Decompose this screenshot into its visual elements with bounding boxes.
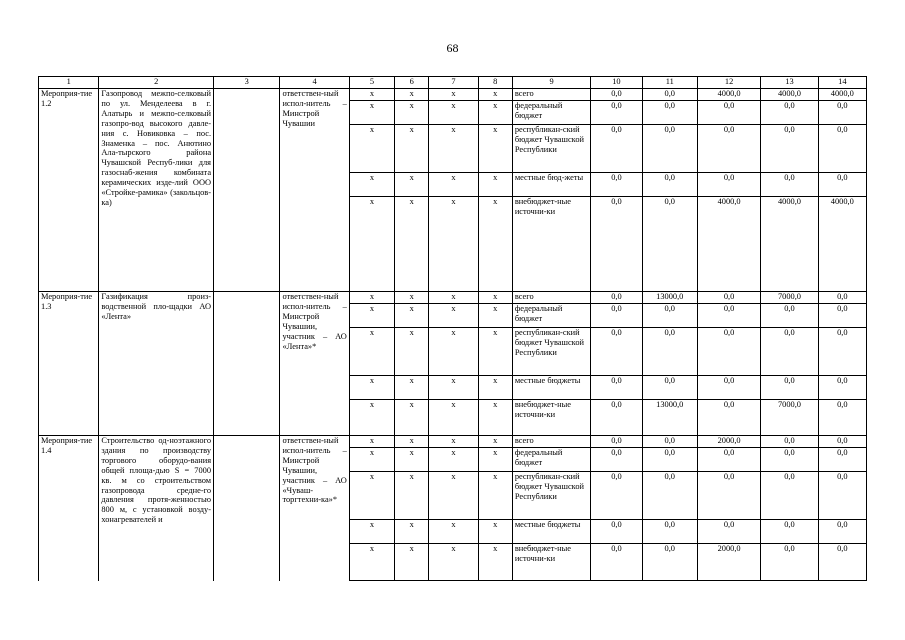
value-col-12: 0,0 bbox=[697, 376, 760, 400]
cell-col-5: x bbox=[349, 376, 394, 400]
executor-cell: ответствен-ный испол-нитель – Минстрой Чувашии bbox=[280, 89, 349, 292]
funding-source-cell: федеральный бюджет bbox=[512, 304, 590, 328]
funding-source-cell: федеральный бюджет bbox=[512, 448, 590, 472]
value-col-13: 0,0 bbox=[761, 544, 818, 581]
value-col-10: 0,0 bbox=[591, 173, 642, 197]
cell-col-7: x bbox=[429, 173, 478, 197]
cell-col-7: x bbox=[429, 520, 478, 544]
cell-col-5: x bbox=[349, 400, 394, 436]
value-col-11: 0,0 bbox=[642, 448, 697, 472]
cell-col-7: x bbox=[429, 89, 478, 101]
value-col-11: 0,0 bbox=[642, 544, 697, 581]
cell-col-8: x bbox=[478, 436, 512, 448]
cell-col-8: x bbox=[478, 101, 512, 125]
value-col-10: 0,0 bbox=[591, 400, 642, 436]
value-col-14: 0,0 bbox=[818, 544, 866, 581]
cell-col-5: x bbox=[349, 89, 394, 101]
value-col-10: 0,0 bbox=[591, 520, 642, 544]
value-col-10: 0,0 bbox=[591, 125, 642, 173]
measure-cell: Мероприя-тие 1.4 bbox=[39, 436, 99, 581]
page-number: 68 bbox=[446, 41, 459, 55]
cell-col-7: x bbox=[429, 328, 478, 376]
value-col-11: 0,0 bbox=[642, 436, 697, 448]
column-header: 8 bbox=[478, 77, 512, 89]
executor-cell: ответствен-ный испол-нитель – Минстрой Чувашии, участник – АО «Лента»* bbox=[280, 292, 349, 436]
value-col-13: 4000,0 bbox=[761, 89, 818, 101]
value-col-13: 0,0 bbox=[761, 520, 818, 544]
value-col-12: 0,0 bbox=[697, 101, 760, 125]
cell-col-5: x bbox=[349, 101, 394, 125]
cell-col-5: x bbox=[349, 436, 394, 448]
funding-source-cell: республикан-ский бюджет Чувашской Республики bbox=[512, 125, 590, 173]
value-col-12: 0,0 bbox=[697, 400, 760, 436]
value-col-14: 0,0 bbox=[818, 376, 866, 400]
value-col-10: 0,0 bbox=[591, 89, 642, 101]
value-col-14: 0,0 bbox=[818, 304, 866, 328]
cell-col-5: x bbox=[349, 472, 394, 520]
value-col-14: 0,0 bbox=[818, 400, 866, 436]
value-col-13: 7000,0 bbox=[761, 400, 818, 436]
cell-col-5: x bbox=[349, 544, 394, 581]
column-header: 11 bbox=[642, 77, 697, 89]
cell-col-6: x bbox=[395, 197, 429, 292]
value-col-12: 2000,0 bbox=[697, 544, 760, 581]
value-col-11: 0,0 bbox=[642, 520, 697, 544]
cell-col-8: x bbox=[478, 89, 512, 101]
value-col-14: 0,0 bbox=[818, 292, 866, 304]
value-col-12: 4000,0 bbox=[697, 89, 760, 101]
cell-col-6: x bbox=[395, 89, 429, 101]
value-col-11: 0,0 bbox=[642, 125, 697, 173]
value-col-14: 0,0 bbox=[818, 520, 866, 544]
cell-col-8: x bbox=[478, 197, 512, 292]
value-col-10: 0,0 bbox=[591, 436, 642, 448]
value-col-13: 0,0 bbox=[761, 472, 818, 520]
value-col-13: 0,0 bbox=[761, 448, 818, 472]
table-row bbox=[39, 89, 867, 101]
budget-table bbox=[38, 76, 867, 581]
cell-col-5: x bbox=[349, 520, 394, 544]
cell-col-5: x bbox=[349, 125, 394, 173]
value-col-14: 0,0 bbox=[818, 173, 866, 197]
value-col-12: 4000,0 bbox=[697, 197, 760, 292]
value-col-13: 4000,0 bbox=[761, 197, 818, 292]
cell-col-8: x bbox=[478, 304, 512, 328]
value-col-14: 4000,0 bbox=[818, 89, 866, 101]
value-col-10: 0,0 bbox=[591, 292, 642, 304]
value-col-13: 0,0 bbox=[761, 328, 818, 376]
value-col-11: 0,0 bbox=[642, 173, 697, 197]
column-header: 5 bbox=[349, 77, 394, 89]
cell-col-6: x bbox=[395, 400, 429, 436]
column-header: 2 bbox=[99, 77, 214, 89]
value-col-10: 0,0 bbox=[591, 544, 642, 581]
column-header: 1 bbox=[39, 77, 99, 89]
funding-source-cell: внебюджет-ные источни-ки bbox=[512, 197, 590, 292]
cell-col-8: x bbox=[478, 173, 512, 197]
value-col-13: 0,0 bbox=[761, 101, 818, 125]
value-col-11: 0,0 bbox=[642, 376, 697, 400]
column-3-cell bbox=[214, 292, 280, 436]
cell-col-7: x bbox=[429, 292, 478, 304]
column-3-cell bbox=[214, 89, 280, 292]
value-col-13: 0,0 bbox=[761, 125, 818, 173]
cell-col-7: x bbox=[429, 448, 478, 472]
cell-col-7: x bbox=[429, 544, 478, 581]
column-header: 9 bbox=[512, 77, 590, 89]
column-header: 6 bbox=[395, 77, 429, 89]
value-col-11: 0,0 bbox=[642, 197, 697, 292]
funding-source-cell: республикан-ский бюджет Чувашской Республики bbox=[512, 472, 590, 520]
value-col-14: 0,0 bbox=[818, 436, 866, 448]
cell-col-8: x bbox=[478, 376, 512, 400]
value-col-10: 0,0 bbox=[591, 304, 642, 328]
table-row bbox=[39, 292, 867, 304]
cell-col-6: x bbox=[395, 448, 429, 472]
funding-source-cell: федеральный бюджет bbox=[512, 101, 590, 125]
funding-source-cell: местные бюд-жеты bbox=[512, 173, 590, 197]
cell-col-6: x bbox=[395, 328, 429, 376]
measure-name-cell: Газопровод межпо-селковый по ул. Менделеева в г. Алатырь и межпо-селковый газопро-вод высокого давле-ния с. Новиковка – пос. Знаменка – пос. Анютино Ала-тырского района Чувашской Респуб-лики для газоснаб-жения комбината керамических изде-лий ООО «Стройке-рамика» (закольцов-ка) bbox=[99, 89, 214, 292]
table-body bbox=[39, 77, 867, 581]
column-header: 7 bbox=[429, 77, 478, 89]
cell-col-8: x bbox=[478, 328, 512, 376]
cell-col-7: x bbox=[429, 400, 478, 436]
value-col-12: 0,0 bbox=[697, 173, 760, 197]
funding-source-cell: всего bbox=[512, 89, 590, 101]
cell-col-7: x bbox=[429, 472, 478, 520]
column-header: 14 bbox=[818, 77, 866, 89]
value-col-14: 0,0 bbox=[818, 472, 866, 520]
value-col-12: 0,0 bbox=[697, 520, 760, 544]
table-row bbox=[39, 436, 867, 448]
cell-col-6: x bbox=[395, 472, 429, 520]
column-header: 13 bbox=[761, 77, 818, 89]
cell-col-5: x bbox=[349, 197, 394, 292]
funding-source-cell: местные бюджеты bbox=[512, 376, 590, 400]
value-col-11: 0,0 bbox=[642, 101, 697, 125]
column-header: 3 bbox=[214, 77, 280, 89]
cell-col-6: x bbox=[395, 125, 429, 173]
cell-col-6: x bbox=[395, 376, 429, 400]
cell-col-7: x bbox=[429, 376, 478, 400]
cell-col-6: x bbox=[395, 520, 429, 544]
cell-col-7: x bbox=[429, 197, 478, 292]
cell-col-8: x bbox=[478, 125, 512, 173]
cell-col-8: x bbox=[478, 292, 512, 304]
value-col-10: 0,0 bbox=[591, 448, 642, 472]
value-col-11: 13000,0 bbox=[642, 292, 697, 304]
executor-cell: ответствен-ный испол-нитель – Минстрой Чувашии, участник – АО «Чуваш-торгтехни-ка»* bbox=[280, 436, 349, 581]
cell-col-5: x bbox=[349, 173, 394, 197]
value-col-14: 0,0 bbox=[818, 125, 866, 173]
funding-source-cell: всего bbox=[512, 436, 590, 448]
value-col-12: 0,0 bbox=[697, 292, 760, 304]
value-col-11: 0,0 bbox=[642, 89, 697, 101]
cell-col-6: x bbox=[395, 304, 429, 328]
value-col-11: 0,0 bbox=[642, 304, 697, 328]
cell-col-6: x bbox=[395, 101, 429, 125]
column-header: 10 bbox=[591, 77, 642, 89]
funding-source-cell: всего bbox=[512, 292, 590, 304]
value-col-12: 0,0 bbox=[697, 448, 760, 472]
value-col-13: 0,0 bbox=[761, 436, 818, 448]
cell-col-8: x bbox=[478, 400, 512, 436]
cell-col-8: x bbox=[478, 472, 512, 520]
value-col-14: 0,0 bbox=[818, 101, 866, 125]
cell-col-6: x bbox=[395, 544, 429, 581]
value-col-11: 0,0 bbox=[642, 328, 697, 376]
cell-col-6: x bbox=[395, 173, 429, 197]
value-col-12: 0,0 bbox=[697, 472, 760, 520]
cell-col-8: x bbox=[478, 520, 512, 544]
funding-source-cell: внебюджет-ные источни-ки bbox=[512, 544, 590, 581]
cell-col-5: x bbox=[349, 304, 394, 328]
value-col-10: 0,0 bbox=[591, 376, 642, 400]
funding-source-cell: местные бюджеты bbox=[512, 520, 590, 544]
value-col-14: 0,0 bbox=[818, 328, 866, 376]
cell-col-8: x bbox=[478, 544, 512, 581]
value-col-13: 0,0 bbox=[761, 304, 818, 328]
value-col-13: 0,0 bbox=[761, 376, 818, 400]
value-col-14: 4000,0 bbox=[818, 197, 866, 292]
column-header: 12 bbox=[697, 77, 760, 89]
value-col-10: 0,0 bbox=[591, 101, 642, 125]
value-col-12: 0,0 bbox=[697, 304, 760, 328]
cell-col-6: x bbox=[395, 436, 429, 448]
cell-col-5: x bbox=[349, 328, 394, 376]
column-header: 4 bbox=[280, 77, 349, 89]
measure-cell: Мероприя-тие 1.3 bbox=[39, 292, 99, 436]
value-col-13: 0,0 bbox=[761, 173, 818, 197]
cell-col-7: x bbox=[429, 436, 478, 448]
cell-col-7: x bbox=[429, 304, 478, 328]
measure-name-cell: Газификация произ-водственной пло-щадки АО «Лента» bbox=[99, 292, 214, 436]
cell-col-7: x bbox=[429, 125, 478, 173]
value-col-12: 2000,0 bbox=[697, 436, 760, 448]
cell-col-8: x bbox=[478, 448, 512, 472]
column-3-cell bbox=[214, 436, 280, 581]
value-col-14: 0,0 bbox=[818, 448, 866, 472]
funding-source-cell: внебюджет-ные источни-ки bbox=[512, 400, 590, 436]
value-col-10: 0,0 bbox=[591, 197, 642, 292]
cell-col-7: x bbox=[429, 101, 478, 125]
cell-col-5: x bbox=[349, 448, 394, 472]
value-col-12: 0,0 bbox=[697, 328, 760, 376]
funding-source-cell: республикан-ский бюджет Чувашской Республики bbox=[512, 328, 590, 376]
cell-col-6: x bbox=[395, 292, 429, 304]
value-col-10: 0,0 bbox=[591, 328, 642, 376]
value-col-11: 13000,0 bbox=[642, 400, 697, 436]
value-col-12: 0,0 bbox=[697, 125, 760, 173]
value-col-10: 0,0 bbox=[591, 472, 642, 520]
measure-name-cell: Строительство од-ноэтажного здания по производству торгового оборудо-вания общей площа-дью S = 7000 кв. м со строительством газопровода средне-го давления протя-женностью 800 м, с установкой возду-хонагревателей и bbox=[99, 436, 214, 581]
measure-cell: Мероприя-тие 1.2 bbox=[39, 89, 99, 292]
cell-col-5: x bbox=[349, 292, 394, 304]
column-number-header bbox=[39, 77, 867, 89]
value-col-11: 0,0 bbox=[642, 472, 697, 520]
value-col-13: 7000,0 bbox=[761, 292, 818, 304]
